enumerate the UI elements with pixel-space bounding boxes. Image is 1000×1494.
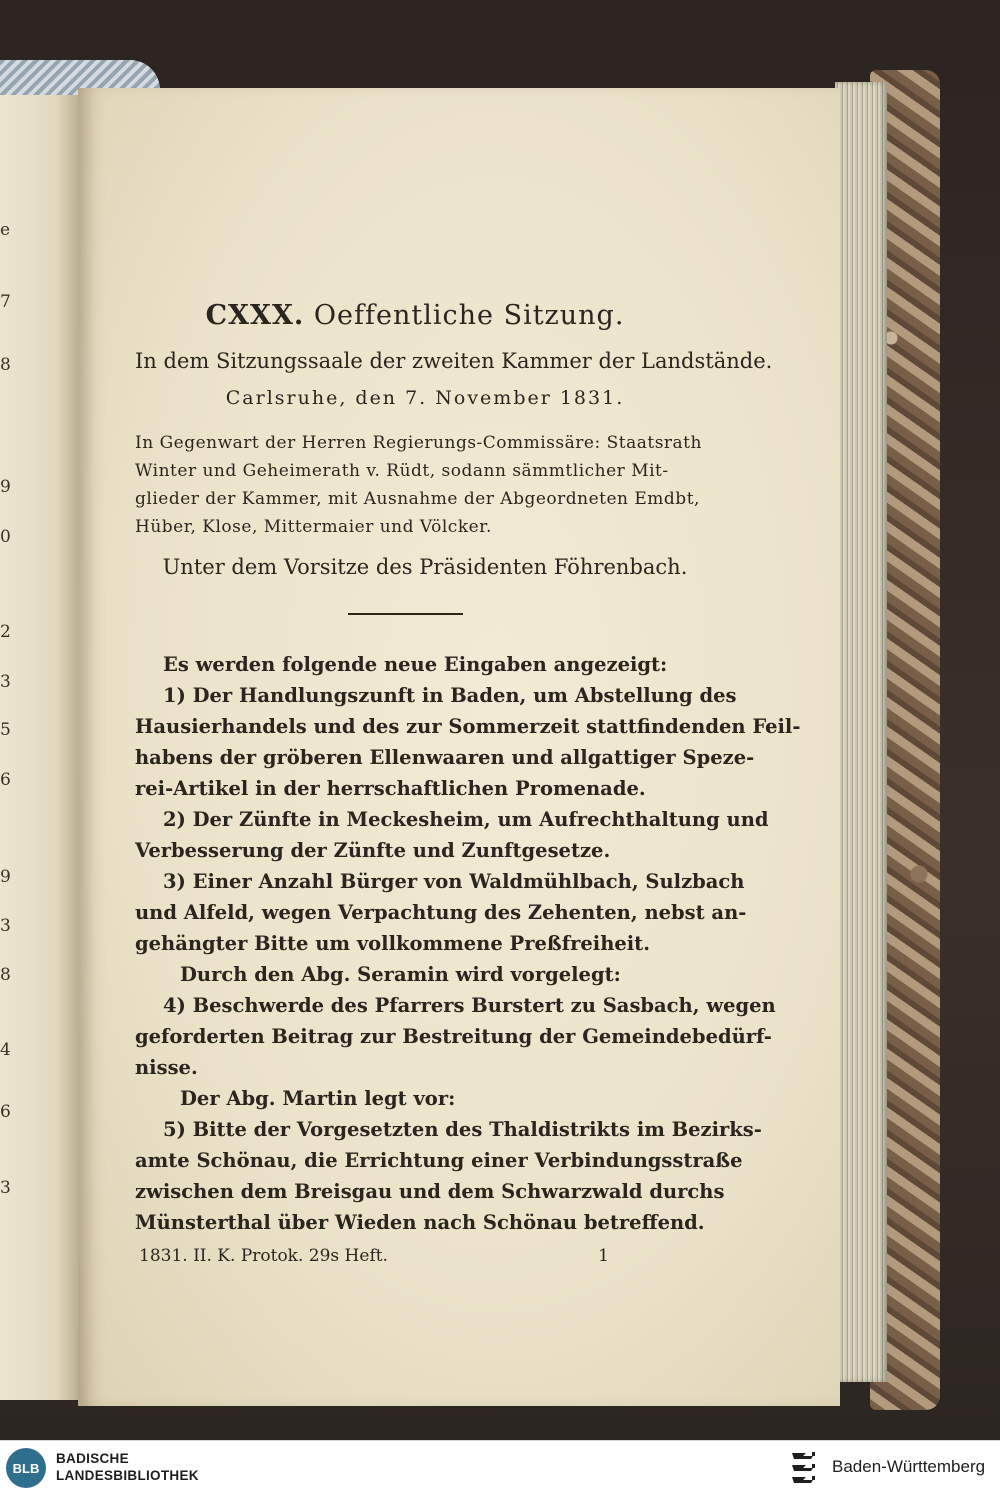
library-name-line2: LANDESBIBLIOTHEK [56, 1468, 199, 1483]
margin-number: 3 [0, 672, 11, 692]
date-line: Carlsruhe, den 7. November 1831. [225, 387, 625, 409]
session-number: CXXX. [205, 300, 305, 331]
presence-paragraph [135, 429, 715, 541]
body-line: Verbesserung der Zünfte und Zunftgesetze. [135, 839, 611, 862]
body-line: 2) Der Zünfte in Meckesheim, um Aufrechthaltung und [163, 808, 769, 831]
body-line: 1) Der Handlungszunft in Baden, um Abstellung des [163, 684, 737, 707]
body-line: amte Schönau, die Errichtung einer Verbindungsstraße [135, 1149, 743, 1172]
presence-line: Hüber, Klose, Mittermaier und Völcker. [135, 517, 492, 537]
margin-number: 5 [0, 720, 11, 740]
blb-logo-text: BLB [12, 1460, 40, 1476]
signature-mark: 1831. II. K. Protok. 29s Heft. [139, 1246, 388, 1266]
margin-number: 4 [0, 1040, 11, 1060]
margin-number: 6 [0, 770, 11, 790]
library-name[interactable] [56, 1450, 199, 1484]
body-line: Münsterthal über Wieden nach Schönau betreffend. [135, 1211, 705, 1234]
margin-number: 3 [0, 1178, 11, 1198]
separator-rule [348, 613, 463, 615]
margin-number: 3 [0, 916, 11, 936]
session-title: Oeffentliche Sitzung. [313, 300, 625, 331]
body-line: nisse. [135, 1056, 198, 1079]
body-line: geforderten Beitrag zur Bestreitung der Gemeindebedürf- [135, 1025, 772, 1048]
submissions-body [135, 649, 801, 1238]
page-footer [135, 1246, 609, 1266]
body-line: zwischen dem Breisgau und dem Schwarzwald durchs [135, 1180, 725, 1203]
body-line: und Alfeld, wegen Verpachtung des Zehenten, nebst an- [135, 901, 747, 924]
presence-line: glieder der Kammer, mit Ausnahme der Abgeordneten Emdbt, [135, 489, 700, 509]
location-line: In dem Sitzungssaale der zweiten Kammer der Landstände. [135, 349, 773, 373]
margin-number: 9 [0, 477, 11, 497]
margin-number: 2 [0, 622, 11, 642]
margin-number: e [0, 220, 11, 240]
body-line: gehängter Bitte um vollkommene Preßfreiheit. [135, 932, 650, 955]
margin-number: 0 [0, 527, 11, 547]
left-page [0, 95, 80, 1400]
margin-number: 8 [0, 355, 11, 375]
state-name[interactable]: Baden-Württemberg [832, 1457, 986, 1476]
body-line: Hausierhandels und des zur Sommerzeit stattfindenden Feil- [135, 715, 801, 738]
body-line: 3) Einer Anzahl Bürger von Waldmühlbach, Sulzbach [163, 870, 745, 893]
body-line: 5) Bitte der Vorgesetzten des Thaldistrikts im Bezirks- [163, 1118, 762, 1141]
blb-logo-icon[interactable] [6, 1448, 46, 1488]
presence-line: Winter und Geheimerath v. Rüdt, sodann sämmtlicher Mit- [135, 461, 669, 481]
margin-number: 7 [0, 292, 11, 312]
page-text [135, 300, 801, 1266]
body-line: rei-Artikel in der herrschaftlichen Promenade. [135, 777, 646, 800]
session-heading [115, 300, 715, 331]
viewer-footer-bar [0, 1440, 1000, 1494]
page-edges [835, 82, 887, 1382]
baden-wuerttemberg-lions-icon [788, 1449, 822, 1487]
sheet-number: 1 [598, 1246, 609, 1266]
body-line: habens der gröberen Ellenwaaren und allgattiger Speze- [135, 746, 755, 769]
margin-number: 8 [0, 965, 11, 985]
presence-line: In Gegenwart der Herren Regierungs-Commissäre: Staatsrath [135, 433, 702, 453]
body-line: Der Abg. Martin legt vor: [180, 1087, 456, 1110]
body-line: Durch den Abg. Seramin wird vorgelegt: [180, 963, 621, 986]
margin-number: 6 [0, 1102, 11, 1122]
chair-line: Unter dem Vorsitze des Präsidenten Föhrenbach. [162, 555, 688, 579]
body-line: 4) Beschwerde des Pfarrers Burstert zu Sasbach, wegen [163, 994, 776, 1017]
body-line: Es werden folgende neue Eingaben angezeigt: [163, 653, 668, 676]
library-name-line1: BADISCHE [56, 1451, 129, 1466]
margin-number: 9 [0, 867, 11, 887]
